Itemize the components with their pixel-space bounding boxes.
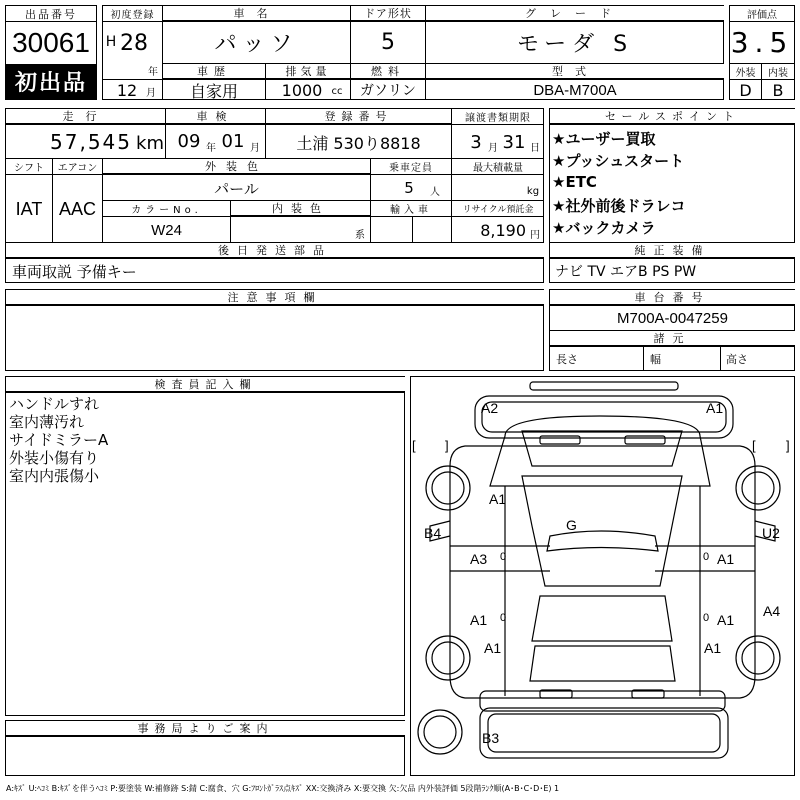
color-no-label: カラーNo. (131, 205, 202, 216)
damage-code-a1-rr: A1 (704, 640, 722, 656)
grade-label: グレード (426, 6, 724, 21)
inspection-label: 車検 (166, 109, 265, 124)
recycle-value: 8,190 (480, 220, 526, 240)
damage-code-u2: U2 (762, 525, 780, 541)
interior-score: B (772, 80, 784, 100)
fuel-label: 燃料 (351, 64, 425, 79)
model-label: 型式 (426, 64, 724, 79)
inspection-month: 01 (221, 130, 245, 152)
car-name-label: 車名 (163, 6, 350, 21)
history-label: 車歴 (163, 64, 265, 79)
transfer-day: 31 (502, 131, 526, 153)
first-reg-month: 12 (116, 81, 138, 99)
bracket-right-top: [ (752, 438, 756, 453)
damage-zero: 0 (703, 551, 710, 563)
reg-number-label: 登録番号 (266, 109, 451, 124)
import-label: 輸入車 (390, 205, 432, 216)
damage-code-b4: B4 (424, 525, 442, 541)
damage-code-a2: A2 (481, 400, 499, 416)
recycle-label: リサイクル預託金 (462, 205, 534, 215)
office-label: 事務局よりご案内 (6, 721, 405, 736)
cc-unit: cc (331, 85, 343, 97)
damage-zero: 0 (703, 612, 710, 624)
first-reg-label: 初度登録 (110, 10, 155, 21)
sales-point: ★バックカメラ (552, 219, 656, 237)
max-load-label: 最大積載量 (473, 163, 523, 174)
ext-color-value: パール (214, 179, 259, 198)
inspection-year-unit: 年 (206, 142, 216, 154)
color-no-value: W24 (151, 221, 182, 239)
notes-label: 注意事項欄 (6, 290, 544, 305)
capacity-value: 5 (404, 179, 414, 197)
damage-code-b3: B3 (482, 730, 500, 746)
later-parts-label: 後日発送部品 (6, 243, 544, 258)
damage-code-a1-front: A1 (706, 400, 724, 416)
genuine-label: 純正装備 (550, 243, 795, 258)
genuine-value: ナビ TV エアB PS PW (555, 264, 697, 280)
int-color-label: 内装色 (231, 201, 370, 216)
chassis-number: M700A-0047259 (617, 309, 728, 327)
first-listing-badge: 初出品 (6, 64, 96, 99)
inspector-remark: 室内薄汚れ (9, 413, 85, 431)
year-unit: 年 (148, 66, 158, 77)
kg-unit: kg (526, 185, 540, 197)
ac-label: エアコン (57, 163, 98, 174)
damage-code-a4: A4 (763, 603, 781, 619)
height-label: 高さ (726, 353, 748, 366)
later-parts-value: 車両取説 予備キー (12, 262, 137, 281)
spec-label: 諸元 (550, 331, 795, 346)
exterior-score: D (739, 80, 752, 100)
shift-label: シフト (14, 163, 44, 174)
chassis-label: 車台番号 (550, 290, 795, 305)
grade-value: モーダ S (516, 32, 634, 57)
inspection-year: 09 (177, 130, 201, 152)
bracket-left-top: [ (412, 438, 416, 453)
inspector-remark: サイドミラーA (9, 431, 109, 449)
damage-code-a1-hood: A1 (489, 491, 507, 507)
score-label: 評価点 (747, 10, 777, 21)
sales-point: ★ユーザー買取 (552, 130, 656, 148)
km-unit: km (136, 132, 164, 154)
length-label: 長さ (556, 353, 578, 366)
exterior-label: 外装 (735, 68, 756, 79)
damage-code-g: G (566, 517, 577, 533)
damage-code-a1-rd: A1 (717, 551, 735, 567)
legend-footer: A:ｷｽﾞ U:ﾍｺﾐ B:ｷｽﾞを伴うﾍｺﾐ P:要塗装 W:補修跡 S:錆 C:腐食、穴 G:ﾌﾛﾝﾄｶﾞﾗｽ点ｷｽﾞ XX:交換済み X:要交換 欠:欠品 内外装評価 5段階ﾗﾝｸ順(A･B･C･D･E) 1 (6, 783, 560, 793)
reg-number-value: 土浦 530り8818 (296, 133, 421, 153)
inspector-label: 検査員記入欄 (6, 377, 405, 392)
fuel-value: ガソリン (360, 83, 416, 99)
inspection-month-unit: 月 (250, 142, 260, 154)
capacity-unit: 人 (430, 186, 440, 198)
bracket-right-top-close: ] (786, 438, 790, 453)
ac-value: AAC (58, 198, 96, 219)
capacity-label: 乗車定員 (389, 163, 433, 174)
sales-label: セールスポイント (550, 109, 795, 124)
damage-zero: 0 (500, 551, 507, 563)
inspector-remark: ハンドルすれ (9, 395, 100, 413)
door-value: 5 (381, 30, 395, 55)
shift-value: IAT (15, 198, 43, 219)
ext-color-label: 外装色 (103, 159, 370, 174)
inspector-remark: 外装小傷有り (9, 449, 100, 467)
model-value: DBA-M700A (533, 81, 617, 99)
width-label: 幅 (650, 353, 661, 366)
month-unit: 月 (146, 87, 156, 99)
sales-point: ★ETC (552, 173, 597, 191)
damage-code-a1-lr: A1 (717, 612, 735, 628)
bracket-left-top-close: ] (445, 438, 449, 453)
displacement-label: 排気量 (266, 64, 350, 79)
first-reg-year: 28 (120, 30, 148, 56)
first-reg-era: H (105, 34, 117, 50)
sales-point: ★プッシュスタート (552, 152, 685, 170)
car-outline-diagram (410, 376, 795, 776)
sales-point: ★社外前後ドラレコ (552, 197, 686, 215)
history-value: 自家用 (189, 81, 238, 100)
lot-number: 30061 (12, 27, 90, 58)
transfer-month: 3 (470, 131, 482, 153)
damage-zero: 0 (500, 612, 507, 624)
inspector-remark: 室内内張傷小 (9, 467, 100, 485)
car-name: パッソ (214, 32, 299, 57)
damage-code-a1-rl: A1 (484, 640, 502, 656)
mileage-value: 57,545 (50, 130, 132, 154)
damage-code-a3: A3 (470, 551, 488, 567)
score-value: 3.5 (730, 26, 794, 59)
transfer-month-unit: 月 (488, 142, 498, 154)
interior-label: 内装 (768, 68, 788, 79)
yen-unit: 円 (530, 229, 540, 240)
transfer-label: 譲渡書類期限 (465, 113, 531, 124)
damage-code-a1-lf: A1 (470, 612, 488, 628)
transfer-day-unit: 日 (530, 142, 540, 154)
displacement-value: 1000 (281, 80, 323, 100)
int-color-unit: 系 (355, 229, 365, 240)
door-label: ドア形状 (351, 6, 425, 21)
mileage-label: 走行 (6, 109, 165, 124)
lot-label: 出品番号 (6, 6, 96, 22)
